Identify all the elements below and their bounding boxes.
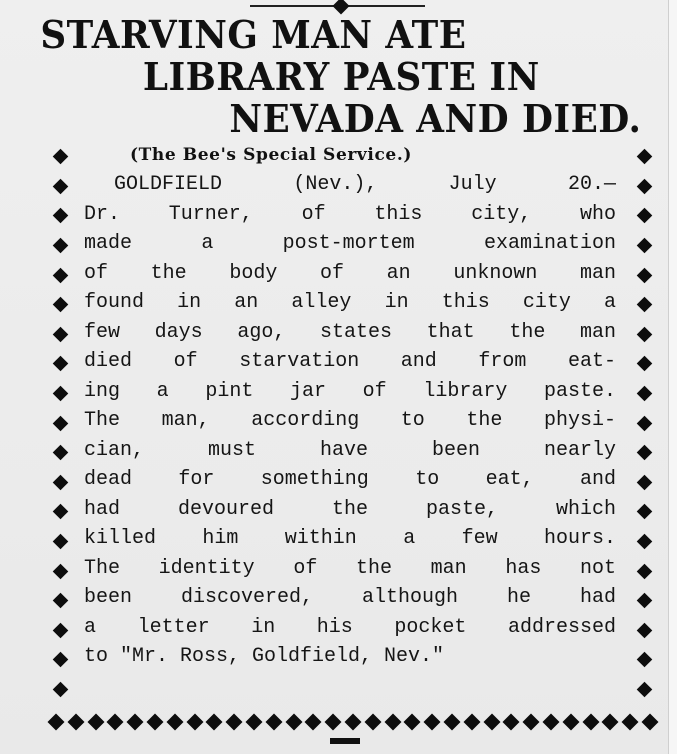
article-line: few days ago, states that the man <box>84 320 616 344</box>
border-diamond-icon <box>52 149 68 165</box>
border-diamond-icon <box>67 714 84 731</box>
border-diamond-icon <box>636 563 652 579</box>
border-diamond-icon <box>602 714 619 731</box>
border-diamond-icon <box>636 682 652 698</box>
left-diamond-border <box>48 142 72 702</box>
border-diamond-icon <box>245 714 262 731</box>
article-line: GOLDFIELD (Nev.), July 20.— <box>114 173 616 196</box>
next-article-ornament-icon <box>330 738 360 744</box>
border-diamond-icon <box>622 714 639 731</box>
border-diamond-icon <box>48 714 65 731</box>
border-diamond-icon <box>636 208 652 224</box>
border-diamond-icon <box>562 714 579 731</box>
border-diamond-icon <box>636 267 652 283</box>
border-diamond-icon <box>52 179 68 195</box>
bottom-diamond-border <box>50 712 656 732</box>
border-diamond-icon <box>52 415 68 431</box>
border-diamond-icon <box>364 714 381 731</box>
border-diamond-icon <box>206 714 223 731</box>
border-diamond-icon <box>52 682 68 698</box>
border-diamond-icon <box>636 179 652 195</box>
border-diamond-icon <box>424 714 441 731</box>
article-line: died of starvation and from eat- <box>84 350 616 373</box>
border-diamond-icon <box>636 356 652 372</box>
article-line: of the body of an unknown man <box>84 261 616 285</box>
page-edge <box>668 0 677 754</box>
border-diamond-icon <box>52 504 68 520</box>
border-diamond-icon <box>636 623 652 639</box>
border-diamond-icon <box>636 327 652 343</box>
headline-line-1: STARVING MAN ATE <box>40 12 467 57</box>
border-diamond-icon <box>127 714 144 731</box>
border-diamond-icon <box>52 475 68 491</box>
border-diamond-icon <box>166 714 183 731</box>
border-diamond-icon <box>636 504 652 520</box>
article-line: The man, according to the physi- <box>84 409 616 432</box>
article-line: to "Mr. Ross, Goldfield, Nev." <box>84 645 445 668</box>
border-diamond-icon <box>52 327 68 343</box>
border-diamond-icon <box>146 714 163 731</box>
border-diamond-icon <box>52 238 68 254</box>
border-diamond-icon <box>523 714 540 731</box>
headline-line-2: LIBRARY PASTE IN <box>142 54 540 99</box>
border-diamond-icon <box>325 714 342 731</box>
border-diamond-icon <box>305 714 322 731</box>
article-line: The identity of the man has not <box>84 556 616 580</box>
border-diamond-icon <box>226 714 243 731</box>
border-diamond-icon <box>483 714 500 731</box>
border-diamond-icon <box>443 714 460 731</box>
border-diamond-icon <box>636 415 652 431</box>
service-credit: (The Bee's Special Service.) <box>130 145 412 165</box>
border-diamond-icon <box>52 297 68 313</box>
border-diamond-icon <box>582 714 599 731</box>
headline <box>0 0 642 141</box>
article-line: been discovered, although he had <box>84 586 616 609</box>
border-diamond-icon <box>636 149 652 165</box>
article-line: cian, must have been nearly <box>84 438 616 462</box>
article-line: made a post-mortem examination <box>84 232 616 255</box>
article-line: found in an alley in this city a <box>84 291 616 314</box>
article-line: had devoured the paste, which <box>84 497 616 521</box>
border-diamond-icon <box>265 714 282 731</box>
border-diamond-icon <box>52 534 68 550</box>
border-diamond-icon <box>52 593 68 609</box>
headline-line-3: NEVADA AND DIED. <box>229 96 642 141</box>
border-diamond-icon <box>87 714 104 731</box>
border-diamond-icon <box>404 714 421 731</box>
border-diamond-icon <box>503 714 520 731</box>
border-diamond-icon <box>344 714 361 731</box>
border-diamond-icon <box>52 208 68 224</box>
border-diamond-icon <box>52 356 68 372</box>
border-diamond-icon <box>285 714 302 731</box>
border-diamond-icon <box>636 238 652 254</box>
border-diamond-icon <box>384 714 401 731</box>
border-diamond-icon <box>636 534 652 550</box>
article-line: ing a pint jar of library paste. <box>84 379 616 403</box>
article-body <box>84 170 616 672</box>
article-line: killed him within a few hours. <box>84 527 616 550</box>
border-diamond-icon <box>542 714 559 731</box>
border-diamond-icon <box>52 386 68 402</box>
border-diamond-icon <box>52 563 68 579</box>
border-diamond-icon <box>641 714 658 731</box>
article-line: dead for something to eat, and <box>84 468 616 491</box>
border-diamond-icon <box>636 297 652 313</box>
border-diamond-icon <box>636 593 652 609</box>
border-diamond-icon <box>186 714 203 731</box>
right-diamond-border <box>632 142 656 702</box>
border-diamond-icon <box>636 445 652 461</box>
border-diamond-icon <box>463 714 480 731</box>
article-line: a letter in his pocket addressed <box>84 615 616 639</box>
border-diamond-icon <box>52 652 68 668</box>
border-diamond-icon <box>52 267 68 283</box>
article-line: Dr. Turner, of this city, who <box>84 202 616 226</box>
border-diamond-icon <box>52 623 68 639</box>
border-diamond-icon <box>107 714 124 731</box>
border-diamond-icon <box>636 652 652 668</box>
border-diamond-icon <box>636 475 652 491</box>
border-diamond-icon <box>52 445 68 461</box>
border-diamond-icon <box>636 386 652 402</box>
